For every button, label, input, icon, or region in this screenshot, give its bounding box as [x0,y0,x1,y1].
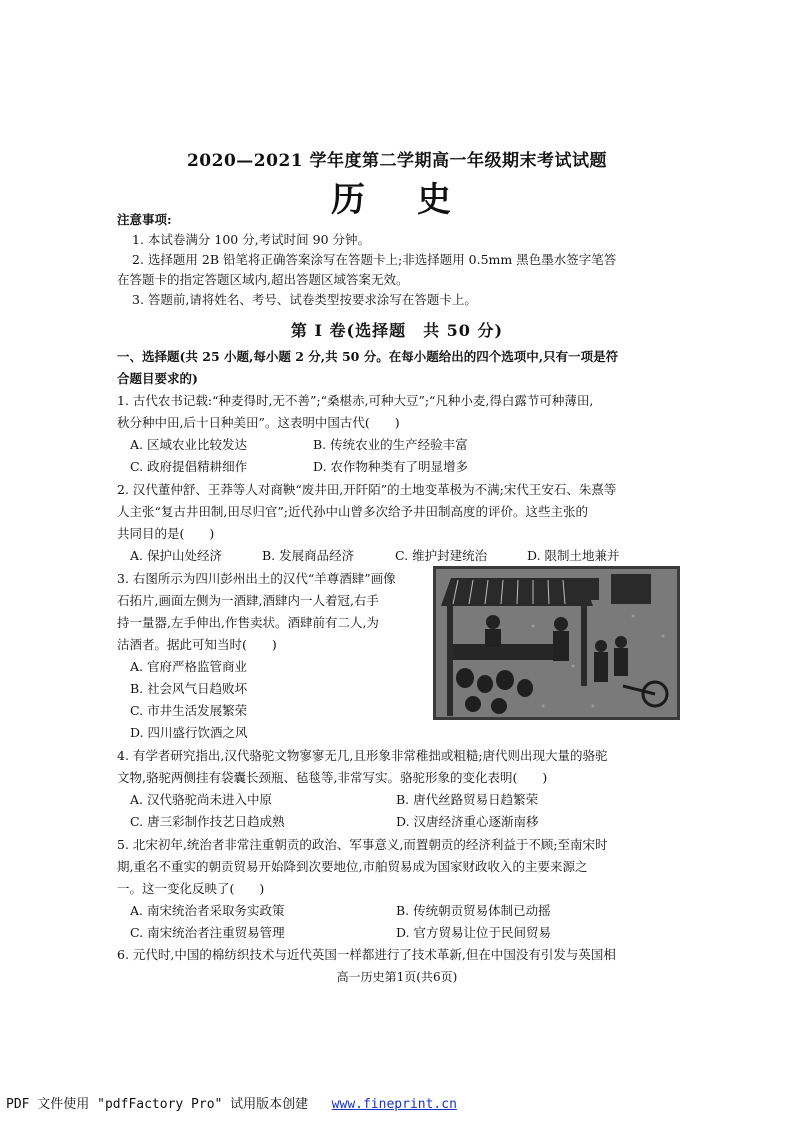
notice-item-1: 1. 本试卷满分 100 分,考试时间 90 分钟。 [132,232,371,247]
section-intro-cont: 合题目要求的) [117,371,198,386]
q1-option-d: D. 农作物种类有了明显增多 [313,459,469,474]
han-tavern-rubbing-image [433,566,680,720]
q2-option-c: C. 维护封建统治 [395,548,488,563]
notice-item-3: 3. 答题前,请将姓名、考号、试卷类型按要求涂写在答题卡上。 [132,292,477,307]
q3-option-b: B. 社会风气日趋败坏 [130,681,248,696]
q2-option-a: A. 保护山处经济 [130,548,222,563]
question-4-stem-cont: 文物,骆驼两侧挂有袋囊长颈瓶、毡毯等,非常写实。骆驼形象的变化表明( ) [117,770,548,785]
fineprint-link[interactable]: www.fineprint.cn [331,1097,457,1112]
q5-option-b: B. 传统朝贡贸易体制已动摇 [396,903,551,918]
question-3-stem: 3. 右图所示为四川彭州出土的汉代“羊尊酒肆”画像 [117,571,396,586]
q4-option-b: B. 唐代丝路贸易日趋繁荣 [396,792,539,807]
question-4-stem: 4. 有学者研究指出,汉代骆驼文物寥寥无几,且形象非常稚拙或粗糙;唐代则出现大量的骆驼 [117,748,608,763]
question-1-stem-cont: 秋分种中田,后十日种美田”。这表明中国古代( ) [117,415,400,430]
page-number: 高一历史第1页(共6页) [336,970,458,984]
question-1-stem: 1. 古代农书记载:“种麦得时,无不善”;“桑椹赤,可种大豆”;“凡种小麦,得白露节可种薄田, [117,393,594,408]
question-3-stem-cont3: 沽酒者。据此可知当时( ) [117,637,277,652]
q5-option-a: A. 南宋统治者采取务实政策 [130,903,285,918]
notice-heading: 注意事项: [117,212,172,227]
notice-item-2: 2. 选择题用 2B 铅笔将正确答案涂写在答题卡上;非选择题用 0.5mm 黑色墨水签字笔答 [132,252,617,267]
question-5-stem: 5. 北宋初年,统治者非常注重朝贡的政治、军事意义,而置朝贡的经济利益于不顾;至南宋时 [117,837,608,852]
question-2-stem: 2. 汉代董仲舒、王莽等人对商鞅“废井田,开阡陌”的土地变革极为不满;宋代王安石、朱熹等 [117,482,617,497]
question-6-stem: 6. 元代时,中国的棉纺织技术与近代英国一样都进行了技术革新,但在中国没有引发与英国相 [117,947,616,962]
q5-option-d: D. 官方贸易让位于民间贸易 [396,925,552,940]
q1-option-a: A. 区域农业比较发达 [130,437,247,452]
question-2-stem-cont2: 共同目的是( ) [117,526,215,541]
section-intro: 一、选择题(共 25 小题,每小题 2 分,共 50 分。在每小题给出的四个选项中,只有一项是符 [117,349,619,364]
pdf-note-text: PDF 文件使用 "pdfFactory Pro" 试用版本创建 [6,1097,309,1112]
q5-option-c: C. 南宋统治者注重贸易管理 [130,925,285,940]
q1-option-b: B. 传统农业的生产经验丰富 [313,437,468,452]
q4-option-a: A. 汉代骆驼尚未进入中原 [130,792,272,807]
subject-title: 历史 [331,180,503,220]
q1-option-c: C. 政府提倡精耕细作 [130,459,248,474]
section-title: 第 I 卷(选择题 共 50 分) [290,321,504,340]
q4-option-d: D. 汉唐经济重心逐渐南移 [396,814,539,829]
question-2-stem-cont: 人主张“复古井田制,田尽归官”;近代孙中山曾多次给予井田制高度的评价。这些主张的 [117,504,588,519]
q4-option-c: C. 唐三彩制作技艺日趋成熟 [130,814,285,829]
pdf-watermark-note [6,1093,457,1112]
q3-option-d: D. 四川盛行饮酒之风 [130,725,248,740]
exam-title: 2020—2021 学年度第二学期高一年级期末考试试题 [186,151,608,171]
notice-item-2-cont: 在答题卡的指定答题区域内,超出答题区域答案无效。 [117,272,409,287]
question-3-stem-cont: 石拓片,画面左侧为一酒肆,酒肆内一人着冠,右手 [117,593,379,608]
question-5-stem-cont2: 一。这一变化反映了( ) [117,881,265,896]
question-5-stem-cont: 期,重名不重实的朝贡贸易开始降到次要地位,市舶贸易成为国家财政收入的主要来源之 [117,859,588,874]
q2-option-d: D. 限制土地兼并 [527,548,620,563]
q3-option-c: C. 市井生活发展繁荣 [130,703,248,718]
q2-option-b: B. 发展商品经济 [262,548,355,563]
question-3-stem-cont2: 持一量器,左手伸出,作售卖状。酒肆前有二人,为 [117,615,379,630]
q3-option-a: A. 官府严格监管商业 [130,659,247,674]
